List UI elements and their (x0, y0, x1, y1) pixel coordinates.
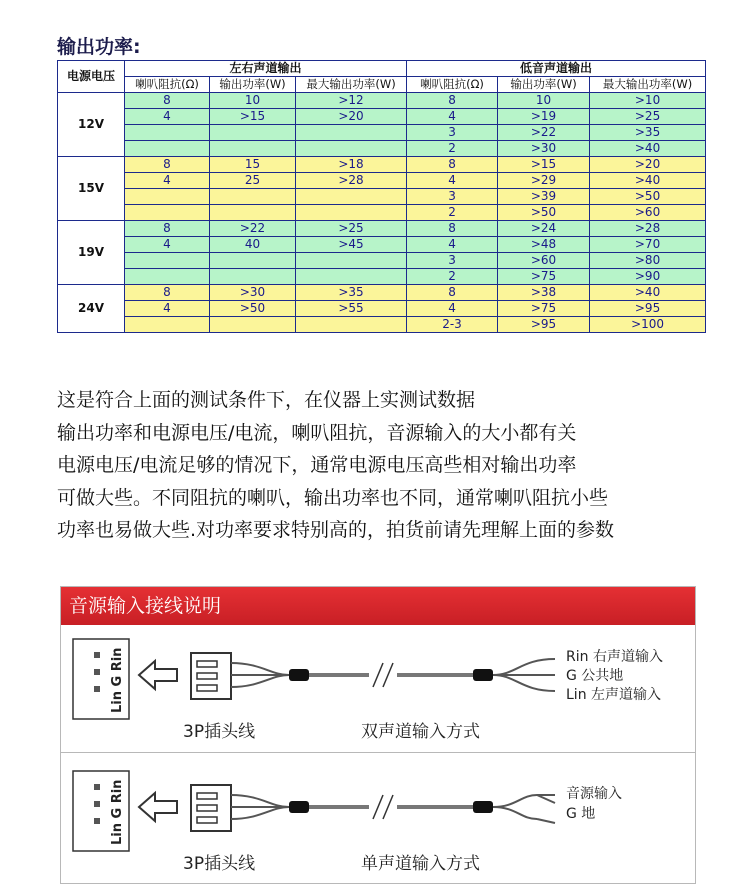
col-header: 输出功率(W) (210, 77, 296, 93)
table-cell: >25 (590, 109, 706, 125)
table-cell: >22 (498, 125, 590, 141)
table-row (58, 253, 706, 269)
table-cell (125, 317, 210, 333)
table-cell (296, 141, 407, 157)
table-cell (210, 141, 296, 157)
header-left-right: 左右声道输出 (125, 61, 407, 77)
table-cell: >10 (590, 93, 706, 109)
table-row (58, 157, 706, 173)
header-bass: 低音声道输出 (407, 61, 706, 77)
table-cell: >24 (498, 221, 590, 237)
table-cell: >80 (590, 253, 706, 269)
table-cell: 3 (407, 189, 498, 205)
connector-pin-label: Lin G Rin (110, 779, 125, 845)
table-cell: 4 (407, 301, 498, 317)
connector-pin-label: Lin G Rin (110, 647, 125, 713)
table-row (58, 221, 706, 237)
table-cell: >30 (498, 141, 590, 157)
table-row (58, 301, 706, 317)
table-cell: >60 (498, 253, 590, 269)
table-cell: >100 (590, 317, 706, 333)
table-cell: >95 (590, 301, 706, 317)
table-cell: 8 (125, 157, 210, 173)
mode-label: 双声道输入方式 (361, 722, 480, 742)
arrow-left-icon (139, 661, 177, 689)
table-cell: 8 (125, 221, 210, 237)
table-cell: >90 (590, 269, 706, 285)
table-cell (125, 253, 210, 269)
table-cell (296, 205, 407, 221)
description-line: 功率也易做大些.对功率要求特别高的，拍货前请先理解上面的参数 (57, 519, 615, 541)
col-header: 最大输出功率(W) (590, 77, 706, 93)
table-cell: >55 (296, 301, 407, 317)
voltage-cell: 19V (58, 221, 125, 285)
wire-label-ground: G 地 (566, 806, 596, 822)
table-cell: >50 (210, 301, 296, 317)
table-cell (125, 269, 210, 285)
table-cell (210, 205, 296, 221)
table-row (58, 125, 706, 141)
mode-label: 单声道输入方式 (361, 854, 480, 874)
table-row (58, 173, 706, 189)
table-row (58, 205, 706, 221)
wiring-panel (60, 586, 696, 884)
table-cell: 3 (407, 125, 498, 141)
table-cell: 10 (210, 93, 296, 109)
stereo-diagram (61, 625, 695, 752)
voltage-cell: 24V (58, 285, 125, 333)
description-line: 输出功率和电源电压/电流，喇叭阻抗，音源输入的大小都有关 (57, 421, 577, 444)
table-cell: 15 (210, 157, 296, 173)
table-cell: 8 (407, 157, 498, 173)
table-cell: 2 (407, 141, 498, 157)
table-cell: 4 (407, 237, 498, 253)
table-cell: >12 (296, 93, 407, 109)
table-row (58, 317, 706, 333)
description-paragraph (57, 384, 614, 547)
table-cell (210, 125, 296, 141)
table-row (58, 237, 706, 253)
table-cell: >30 (210, 285, 296, 301)
table-cell: 10 (498, 93, 590, 109)
table-cell: 4 (125, 173, 210, 189)
table-cell: >22 (210, 221, 296, 237)
table-cell: >15 (498, 157, 590, 173)
table-cell: 8 (125, 93, 210, 109)
table-cell: >60 (590, 205, 706, 221)
table-cell: >28 (590, 221, 706, 237)
wire-label-rin: Rin 右声道输入 (566, 649, 663, 665)
table-row (58, 93, 706, 109)
table-cell: 8 (407, 285, 498, 301)
table-cell (210, 253, 296, 269)
table-row (58, 109, 706, 125)
table-cell: 25 (210, 173, 296, 189)
table-cell (210, 269, 296, 285)
wire-label-source: 音源输入 (566, 786, 622, 802)
table-cell: >50 (498, 205, 590, 221)
table-cell: >19 (498, 109, 590, 125)
table-cell: 8 (407, 221, 498, 237)
col-header: 喇叭阻抗(Ω) (125, 77, 210, 93)
table-cell: >18 (296, 157, 407, 173)
table-cell: 4 (125, 301, 210, 317)
table-cell (210, 317, 296, 333)
col-header: 输出功率(W) (498, 77, 590, 93)
table-cell: 4 (125, 109, 210, 125)
table-cell: >50 (590, 189, 706, 205)
table-cell (125, 125, 210, 141)
section-divider (61, 752, 695, 753)
plug-label: 3P插头线 (183, 722, 256, 742)
wire-label-lin: Lin 左声道输入 (566, 687, 662, 703)
table-cell (296, 269, 407, 285)
table-cell: 4 (407, 173, 498, 189)
table-cell: 4 (407, 109, 498, 125)
table-cell: >35 (590, 125, 706, 141)
table-cell: >35 (296, 285, 407, 301)
table-cell: 40 (210, 237, 296, 253)
voltage-cell: 15V (58, 157, 125, 221)
table-cell: 8 (407, 93, 498, 109)
table-cell (296, 189, 407, 205)
plug-label: 3P插头线 (183, 854, 256, 874)
table-cell: >40 (590, 173, 706, 189)
table-cell: >70 (590, 237, 706, 253)
power-spec-table (57, 60, 706, 333)
table-cell: 4 (125, 237, 210, 253)
table-cell: >39 (498, 189, 590, 205)
table-cell: >15 (210, 109, 296, 125)
table-cell: >75 (498, 269, 590, 285)
voltage-cell: 12V (58, 93, 125, 157)
table-cell: 3 (407, 253, 498, 269)
table-cell (125, 205, 210, 221)
table-cell: >75 (498, 301, 590, 317)
table-cell: >40 (590, 285, 706, 301)
table-cell (210, 189, 296, 205)
table-cell: >20 (590, 157, 706, 173)
table-cell: >48 (498, 237, 590, 253)
mono-diagram (61, 765, 695, 883)
table-cell (125, 141, 210, 157)
table-cell: 2-3 (407, 317, 498, 333)
table-row (58, 285, 706, 301)
table-row (58, 141, 706, 157)
table-row (58, 189, 706, 205)
wire-label-g: G 公共地 (566, 668, 624, 684)
col-header: 喇叭阻抗(Ω) (407, 77, 498, 93)
table-cell: >40 (590, 141, 706, 157)
table-cell: >45 (296, 237, 407, 253)
description-line: 这是符合上面的测试条件下，在仪器上实测试数据 (57, 389, 476, 411)
wiring-header: 音源输入接线说明 (61, 587, 695, 625)
table-cell (296, 125, 407, 141)
header-voltage: 电源电压 (58, 61, 125, 93)
table-cell (296, 253, 407, 269)
arrow-left-icon (139, 793, 177, 821)
table-cell: >25 (296, 221, 407, 237)
table-cell: >20 (296, 109, 407, 125)
table-cell (296, 317, 407, 333)
table-cell: >95 (498, 317, 590, 333)
table-cell: >29 (498, 173, 590, 189)
col-header: 最大输出功率(W) (296, 77, 407, 93)
table-cell: >38 (498, 285, 590, 301)
table-row (58, 269, 706, 285)
page-title: 输出功率: (57, 36, 141, 58)
table-cell: >28 (296, 173, 407, 189)
table-cell: 2 (407, 269, 498, 285)
description-line: 电源电压/电流足够的情况下，通常电源电压高些相对输出功率 (57, 454, 577, 476)
table-cell: 2 (407, 205, 498, 221)
description-line: 可做大些。不同阻抗的喇叭，输出功率也不同，通常喇叭阻抗小些 (57, 486, 609, 509)
table-cell (125, 189, 210, 205)
table-cell: 8 (125, 285, 210, 301)
